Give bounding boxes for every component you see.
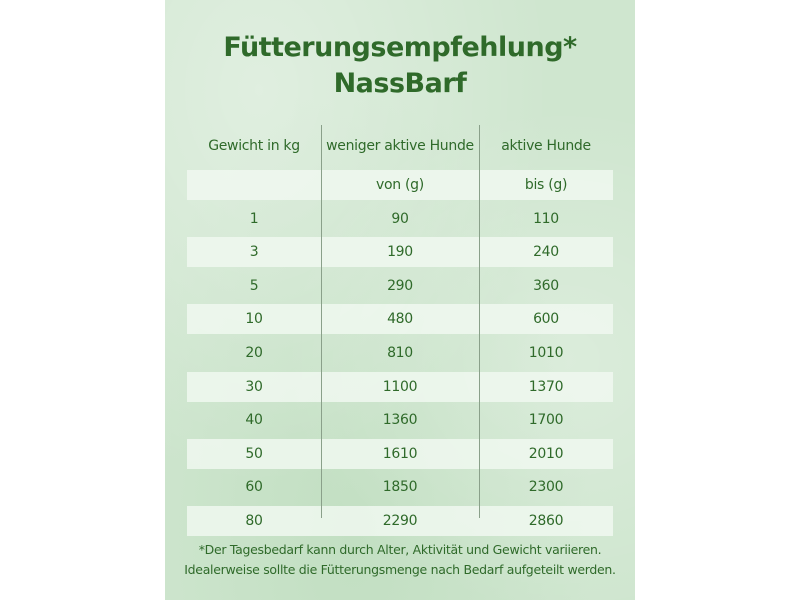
table-row: [187, 237, 613, 267]
table-row: [187, 204, 613, 234]
cell-weight: 5: [249, 277, 259, 294]
table-row: [187, 439, 613, 469]
table-row: [187, 304, 613, 334]
title-line-2: NassBarf: [333, 68, 467, 99]
feeding-recommendation-card: [165, 0, 635, 600]
cell-from: 1360: [382, 412, 418, 429]
title-line-1: Fütterungsempfehlung*: [223, 32, 577, 63]
cell-to: 2010: [528, 445, 564, 462]
table-header-row: [187, 125, 613, 167]
column-divider: [321, 125, 322, 518]
table-subheader-row: [187, 170, 613, 200]
header-weight: Gewicht in kg: [208, 138, 300, 154]
cell-to: 1370: [528, 378, 564, 395]
cell-from: 1610: [382, 445, 418, 462]
cell-from: 1850: [382, 479, 418, 496]
feeding-table: [187, 125, 613, 540]
subheader-to: bis (g): [524, 177, 568, 193]
cell-to: 360: [533, 277, 559, 294]
cell-to: 2860: [528, 512, 564, 529]
cell-from: 2290: [382, 512, 418, 529]
cell-weight: 10: [245, 311, 263, 328]
cell-to: 1010: [528, 344, 564, 361]
footnote-line-1: *Der Tagesbedarf kann durch Alter, Aktivität und Gewicht variieren.: [198, 542, 602, 557]
cell-weight: 60: [245, 479, 263, 496]
cell-weight: 80: [245, 512, 263, 529]
cell-weight: 3: [249, 244, 259, 261]
cell-to: 1700: [528, 412, 564, 429]
cell-from: 190: [387, 244, 413, 261]
header-less-active: weniger aktive Hunde: [326, 138, 474, 154]
cell-weight: 20: [245, 344, 263, 361]
cell-from: 480: [387, 311, 413, 328]
table-row: [187, 506, 613, 536]
cell-weight: 1: [249, 210, 259, 227]
footnote-line-2: Idealerweise sollte die Fütterungsmenge nach Bedarf aufgeteilt werden.: [184, 562, 616, 577]
cell-from: 90: [391, 210, 409, 227]
cell-to: 240: [533, 244, 559, 261]
table-row: [187, 472, 613, 502]
cell-to: 110: [533, 210, 559, 227]
table-row: [187, 372, 613, 402]
column-divider: [479, 125, 480, 518]
table-row: [187, 271, 613, 301]
footnote: [165, 540, 635, 580]
cell-from: 290: [387, 277, 413, 294]
table-row: [187, 405, 613, 435]
table-row: [187, 338, 613, 368]
cell-weight: 40: [245, 412, 263, 429]
cell-to: 2300: [528, 479, 564, 496]
header-active: aktive Hunde: [501, 138, 591, 154]
cell-to: 600: [533, 311, 559, 328]
cell-from: 810: [387, 344, 413, 361]
subheader-from: von (g): [376, 177, 424, 193]
cell-weight: 30: [245, 378, 263, 395]
cell-from: 1100: [382, 378, 418, 395]
cell-weight: 50: [245, 445, 263, 462]
